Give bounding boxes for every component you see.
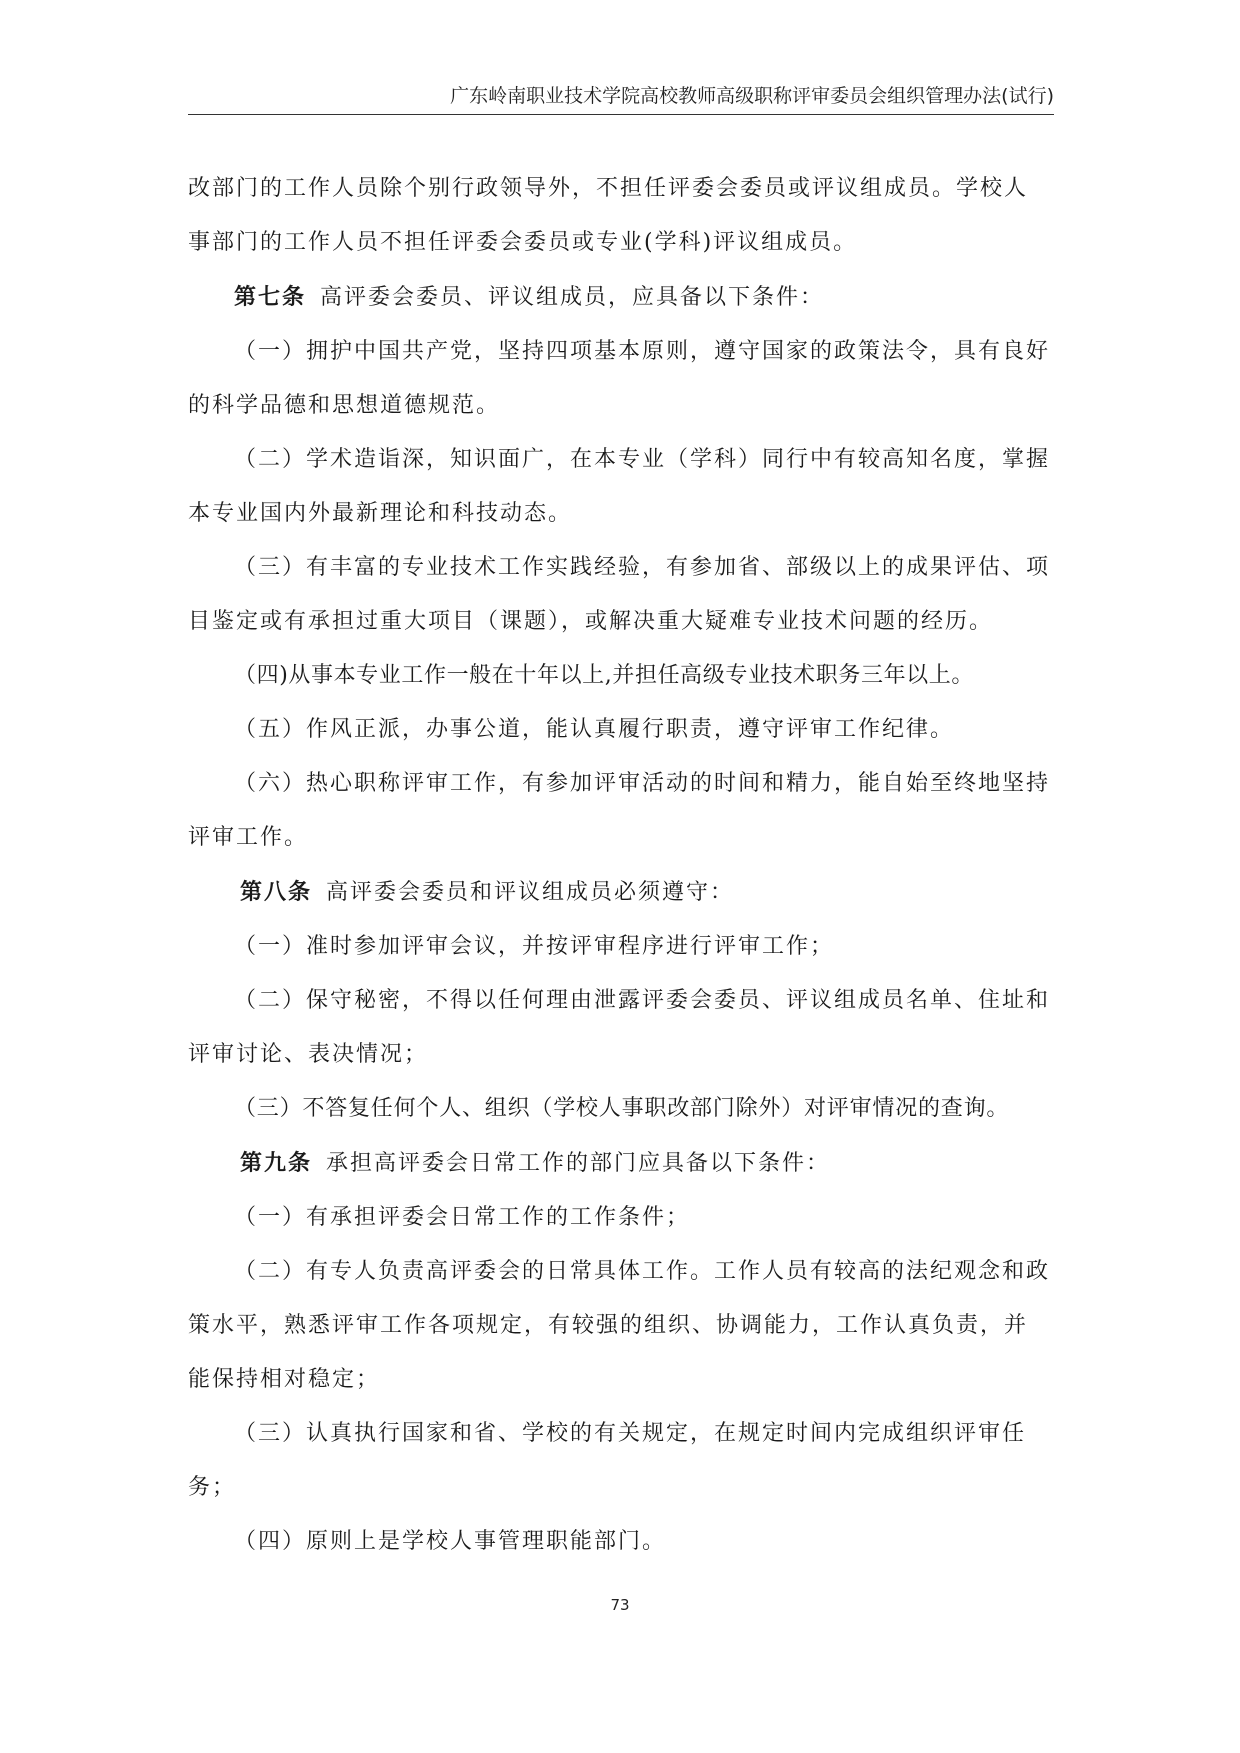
- article-9-item-1: （一）有承担评委会日常工作的工作条件；: [234, 1205, 691, 1230]
- article-7-item-4: （四)从事本专业工作一般在十年以上,并担任高级专业技术职务三年以上。: [234, 663, 974, 688]
- article-8-item-3: （三）不答复任何个人、组织（学校人事职改部门除外）对评审情况的查询。: [234, 1096, 1010, 1121]
- running-header: 广东岭南职业技术学院高校教师高级职称评审委员会组织管理办法(试行): [450, 85, 1054, 107]
- document-body: [188, 162, 1050, 1569]
- article-8-label: 第八条: [240, 879, 313, 905]
- article-8-item-2: （二）保守秘密，不得以任何理由泄露评委会委员、评议组成员名单、住址和评审讨论、表决情况；: [188, 988, 1051, 1067]
- article-7-text: 高评委会委员、评议组成员，应具备以下条件：: [320, 285, 825, 310]
- article-9-text: 承担高评委会日常工作的部门应具备以下条件：: [326, 1151, 831, 1176]
- article-9-item-2: （二）有专人负责高评委会的日常具体工作。工作人员有较高的法纪观念和政策水平，熟悉评审工作各项规定，有较强的组织、协调能力，工作认真负责，并能保持相对稳定；: [188, 1259, 1051, 1392]
- article-7-item-6: （六）热心职称评审工作，有参加评审活动的时间和精力，能自始至终地坚持评审工作。: [188, 771, 1051, 850]
- article-7-heading: [188, 270, 1050, 325]
- article-7-item-5: （五）作风正派，办事公道，能认真履行职责，遵守评审工作纪律。: [234, 717, 955, 742]
- article-9-item-3: （三）认真执行国家和省、学校的有关规定，在规定时间内完成组织评审任务；: [188, 1421, 1027, 1500]
- article-7-item-1: （一）拥护中国共产党，坚持四项基本原则，遵守国家的政策法令，具有良好的科学品德和思想道德规范。: [188, 339, 1051, 418]
- header-divider: [188, 114, 1054, 115]
- article-9-item-4: （四）原则上是学校人事管理职能部门。: [234, 1529, 667, 1554]
- article-8-text: 高评委会委员和评议组成员必须遵守：: [326, 880, 735, 905]
- article-8-item-1: （一）准时参加评审会议，并按评审程序进行评审工作；: [234, 934, 835, 959]
- article-7-label: 第七条: [234, 284, 307, 310]
- article-7-item-3: （三）有丰富的专业技术工作实践经验，有参加省、部级以上的成果评估、项目鉴定或有承担过重大项目（课题），或解决重大疑难专业技术问题的经历。: [188, 555, 1051, 634]
- paragraph-continuation: 改部门的工作人员除个别行政领导外，不担任评委会委员或评议组成员。学校人事部门的工作人员不担任评委会委员或专业(学科)评议组成员。: [188, 176, 1029, 255]
- article-8-heading: [188, 865, 1050, 920]
- article-9-label: 第九条: [240, 1150, 313, 1176]
- page-number: 73: [610, 1596, 630, 1614]
- article-7-item-2: （二）学术造诣深，知识面广，在本专业（学科）同行中有较高知名度，掌握本专业国内外最新理论和科技动态。: [188, 447, 1051, 526]
- article-9-heading: [188, 1136, 1050, 1191]
